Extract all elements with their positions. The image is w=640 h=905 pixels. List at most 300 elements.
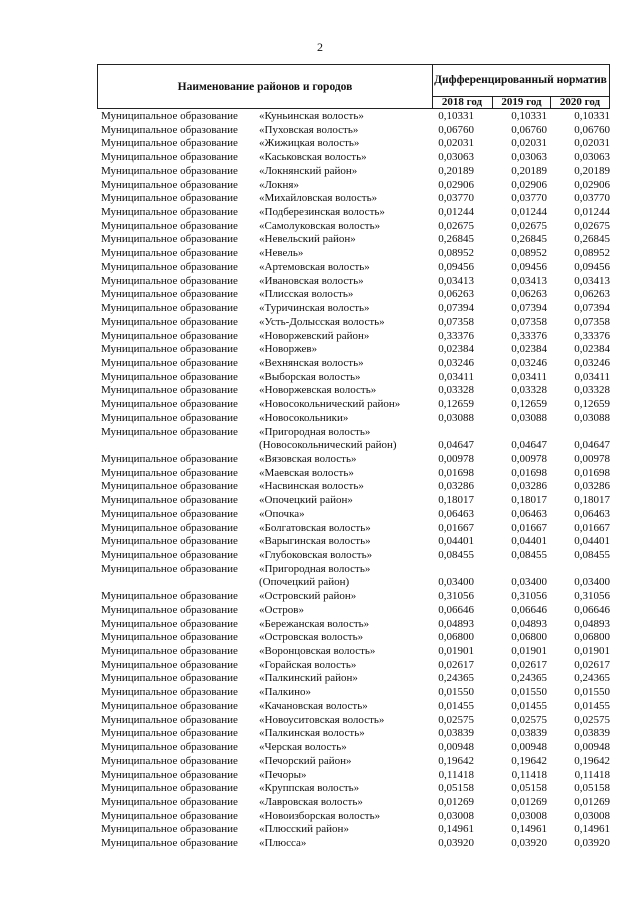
row-prefix: Муниципальное образование: [101, 466, 238, 479]
table-header: [97, 64, 610, 109]
row-name-line: «Куньинская волость»: [259, 110, 364, 122]
row-name-line: «Островский район»: [259, 590, 357, 603]
row-name: [259, 796, 363, 810]
row-value-2018: 0,01698: [438, 466, 474, 479]
row-name: [259, 233, 356, 247]
row-value-2019: 0,06760: [511, 123, 547, 136]
row-value-2020: 0,03920: [574, 837, 610, 850]
header-year-2020: 2020 год: [559, 96, 601, 108]
row-value-2019: 0,02031: [511, 137, 547, 150]
row-value-2020: 0,03246: [574, 356, 610, 369]
row-prefix: Муниципальное образование: [101, 713, 238, 726]
row-name-line: «Новоржев»: [259, 343, 318, 356]
row-value-2019: 0,04893: [511, 617, 547, 630]
row-name-line: «Невельский район»: [259, 233, 356, 246]
header-normative-column: Дифференцированный норматив: [432, 65, 609, 97]
table-row: [0, 357, 640, 371]
row-value-2020: 0,03770: [574, 192, 610, 205]
row-prefix: Муниципальное образование: [101, 603, 238, 616]
table-row: [0, 480, 640, 494]
row-value-2018: 0,06800: [438, 631, 474, 644]
table-row: [0, 165, 640, 179]
table-row: [0, 782, 640, 796]
header-name-column: Наименование районов и городов: [98, 65, 433, 108]
row-prefix: Муниципальное образование: [101, 110, 238, 122]
row-value-2020: 0,20189: [574, 164, 610, 177]
row-name-line: «Печорский район»: [259, 754, 352, 767]
row-prefix: Муниципальное образование: [101, 549, 238, 561]
row-value-2018: 0,03246: [438, 356, 474, 369]
row-prefix: Муниципальное образование: [101, 672, 238, 685]
table-row: [0, 343, 640, 357]
row-value-2020: 0,06463: [574, 507, 610, 520]
row-value-2018: 0,20189: [438, 164, 474, 177]
row-value-2019: 0,03246: [511, 356, 547, 369]
row-name: [259, 769, 306, 783]
row-name: [259, 494, 353, 508]
row-value-2018: 0,03413: [438, 274, 474, 287]
row-name: [259, 645, 375, 659]
row-name-line: «Качановская волость»: [259, 699, 368, 712]
row-prefix: Муниципальное образование: [101, 782, 238, 795]
table-row: [0, 124, 640, 138]
row-name-line: «Новосокольнический район»: [259, 398, 401, 411]
row-value-2020: 0,01901: [574, 645, 610, 658]
row-value-2018: 0,31056: [438, 590, 474, 603]
row-prefix: Муниципальное образование: [101, 837, 238, 850]
row-value-2019: 0,03839: [511, 727, 547, 740]
row-prefix: Муниципальное образование: [101, 741, 238, 754]
row-name-line: «Круппская волость»: [259, 782, 360, 795]
table-row: [0, 316, 640, 330]
row-prefix: Муниципальное образование: [101, 699, 238, 712]
row-prefix: Муниципальное образование: [101, 411, 238, 424]
row-name: [259, 672, 358, 686]
row-value-2018: 0,04647: [438, 439, 474, 452]
row-value-2018: 0,19642: [438, 754, 474, 767]
row-prefix: Муниципальное образование: [101, 178, 238, 191]
row-name: [259, 110, 364, 124]
table-row: [0, 330, 640, 344]
row-name-line: «Новоржевская волость»: [259, 384, 377, 397]
row-name: [259, 590, 356, 604]
row-value-2019: 0,02675: [511, 219, 547, 232]
table-row: [0, 412, 640, 426]
row-value-2020: 0,24365: [574, 672, 610, 685]
table-row: [0, 220, 640, 234]
row-prefix: Муниципальное образование: [101, 329, 238, 342]
row-name: [259, 522, 371, 536]
row-value-2019: 0,03770: [511, 192, 547, 205]
row-name-line: «Невель»: [259, 247, 304, 260]
row-value-2019: 0,02384: [511, 343, 547, 356]
row-value-2020: 0,01667: [574, 521, 610, 534]
table-row: [0, 618, 640, 632]
row-name-line: «Новоуситовская волость»: [259, 713, 385, 726]
row-name: [259, 192, 377, 206]
table-row: [0, 467, 640, 481]
row-name: [259, 384, 376, 398]
table-row: [0, 823, 640, 837]
table-row: [0, 233, 640, 247]
row-value-2019: 0,06800: [511, 631, 547, 644]
row-value-2019: 0,03063: [511, 151, 547, 164]
row-value-2019: 0,08455: [511, 549, 547, 561]
row-name: [259, 823, 349, 837]
row-prefix: Муниципальное образование: [101, 123, 238, 136]
row-value-2019: 0,02575: [511, 713, 547, 726]
row-prefix: Муниципальное образование: [101, 219, 238, 232]
table-row: [0, 645, 640, 659]
row-value-2018: 0,01901: [438, 645, 474, 658]
row-value-2018: 0,06463: [438, 507, 474, 520]
row-value-2018: 0,01244: [438, 206, 474, 219]
row-value-2020: 0,02031: [574, 137, 610, 150]
row-prefix: Муниципальное образование: [101, 315, 238, 328]
row-value-2020: 0,03400: [574, 576, 610, 589]
row-name-line: «Островская волость»: [259, 631, 364, 644]
row-name-line: «Пригородная волость»: [259, 425, 371, 438]
row-name: [259, 604, 304, 618]
row-name-line: «Выборская волость»: [259, 370, 361, 383]
row-name-line: «Опочка»: [259, 507, 305, 520]
row-name-line: «Ивановская волость»: [259, 274, 364, 287]
row-value-2020: 0,08455: [574, 549, 610, 561]
row-value-2020: 0,08952: [574, 247, 610, 260]
row-name-line: «Остров»: [259, 603, 304, 616]
row-value-2018: 0,01550: [438, 686, 474, 699]
row-value-2020: 0,03063: [574, 151, 610, 164]
row-value-2018: 0,02617: [438, 658, 474, 671]
table-row: [0, 727, 640, 741]
row-value-2019: 0,07394: [511, 302, 547, 315]
row-value-2018: 0,06760: [438, 123, 474, 136]
row-value-2020: 0,06760: [574, 123, 610, 136]
row-value-2019: 0,04647: [511, 439, 547, 452]
row-prefix: Муниципальное образование: [101, 494, 238, 507]
row-name-line: «Самолуковская волость»: [259, 219, 381, 232]
row-value-2018: 0,07394: [438, 302, 474, 315]
row-value-2020: 0,07358: [574, 315, 610, 328]
row-name-line: «Подберезинская волость»: [259, 206, 385, 219]
table-row: [0, 686, 640, 700]
row-name-line: «Локнянский район»: [259, 164, 358, 177]
row-prefix: Муниципальное образование: [101, 823, 238, 836]
row-value-2018: 0,02384: [438, 343, 474, 356]
row-value-2019: 0,01455: [511, 699, 547, 712]
row-name: [259, 412, 348, 426]
row-value-2020: 0,18017: [574, 494, 610, 507]
row-prefix: Муниципальное образование: [101, 384, 238, 397]
row-prefix: Муниципальное образование: [101, 274, 238, 287]
row-prefix: Муниципальное образование: [101, 137, 238, 150]
table-row: [0, 453, 640, 467]
row-value-2019: 0,26845: [511, 233, 547, 246]
row-value-2020: 0,06800: [574, 631, 610, 644]
row-value-2020: 0,04401: [574, 535, 610, 548]
row-value-2020: 0,03413: [574, 274, 610, 287]
table-row: [0, 110, 640, 124]
row-prefix: Муниципальное образование: [101, 809, 238, 822]
row-value-2018: 0,18017: [438, 494, 474, 507]
row-name-line: «Усть-Долысская волость»: [259, 315, 385, 328]
row-name: [259, 837, 306, 851]
row-value-2018: 0,02906: [438, 178, 474, 191]
row-value-2020: 0,01269: [574, 795, 610, 808]
row-value-2020: 0,19642: [574, 754, 610, 767]
row-name: [259, 727, 365, 741]
table-row: [0, 755, 640, 769]
row-name: [259, 398, 400, 412]
row-value-2018: 0,01269: [438, 795, 474, 808]
row-value-2018: 0,03770: [438, 192, 474, 205]
row-prefix: Муниципальное образование: [101, 370, 238, 383]
row-value-2020: 0,02675: [574, 219, 610, 232]
row-name: [259, 316, 385, 330]
row-value-2019: 0,04401: [511, 535, 547, 548]
row-value-2020: 0,02384: [574, 343, 610, 356]
table-row: [0, 741, 640, 755]
row-value-2020: 0,33376: [574, 329, 610, 342]
row-value-2020: 0,00948: [574, 741, 610, 754]
row-name: [259, 220, 380, 234]
table-row: [0, 371, 640, 385]
row-name: [259, 275, 364, 289]
row-prefix: Муниципальное образование: [101, 521, 238, 534]
row-name-line: «Болгатовская волость»: [259, 521, 371, 534]
row-prefix: Муниципальное образование: [101, 398, 238, 411]
row-value-2018: 0,10331: [438, 110, 474, 122]
row-value-2018: 0,09456: [438, 260, 474, 273]
row-name-line: «Глубоковская волость»: [259, 549, 373, 561]
table-row: [0, 137, 640, 151]
row-value-2020: 0,01455: [574, 699, 610, 712]
row-value-2018: 0,03063: [438, 151, 474, 164]
row-name-line: «Вехнянская волость»: [259, 356, 364, 369]
row-prefix: Муниципальное образование: [101, 356, 238, 369]
header-year-2019: 2019 год: [493, 96, 551, 108]
table-row: [0, 796, 640, 810]
row-value-2020: 0,01244: [574, 206, 610, 219]
row-name: [259, 700, 368, 714]
row-name: [259, 549, 372, 563]
row-value-2018: 0,03400: [438, 576, 474, 589]
row-value-2020: 0,06263: [574, 288, 610, 301]
row-prefix: Муниципальное образование: [101, 452, 238, 465]
row-name: [259, 535, 371, 549]
row-value-2020: 0,02617: [574, 658, 610, 671]
row-value-2018: 0,03920: [438, 837, 474, 850]
row-value-2019: 0,03088: [511, 411, 547, 424]
row-value-2020: 0,09456: [574, 260, 610, 273]
row-value-2019: 0,03413: [511, 274, 547, 287]
row-name-line: «Новоизборская волость»: [259, 809, 381, 822]
row-value-2018: 0,00948: [438, 741, 474, 754]
row-name: [259, 480, 364, 494]
row-prefix: Муниципальное образование: [101, 768, 238, 781]
row-value-2020: 0,12659: [574, 398, 610, 411]
row-value-2019: 0,08952: [511, 247, 547, 260]
row-name: [259, 371, 361, 385]
row-name: [259, 124, 358, 138]
row-prefix: Муниципальное образование: [101, 795, 238, 808]
row-name-line: «Палкинский район»: [259, 672, 358, 685]
row-value-2020: 0,14961: [574, 823, 610, 836]
row-value-2018: 0,03286: [438, 480, 474, 493]
row-value-2019: 0,09456: [511, 260, 547, 273]
row-name-line: «Каськовская волость»: [259, 151, 367, 164]
row-value-2020: 0,02906: [574, 178, 610, 191]
row-value-2020: 0,04893: [574, 617, 610, 630]
row-value-2018: 0,26845: [438, 233, 474, 246]
table-row: [0, 549, 640, 563]
row-value-2018: 0,06263: [438, 288, 474, 301]
table-row: [0, 247, 640, 261]
row-value-2020: 0,01698: [574, 466, 610, 479]
table-row: [0, 206, 640, 220]
row-name-line: «Печоры»: [259, 768, 307, 781]
row-name-line: «Плюсса»: [259, 837, 307, 850]
page-number: 2: [317, 40, 323, 54]
row-value-2019: 0,01550: [511, 686, 547, 699]
table-row: [0, 659, 640, 673]
row-value-2019: 0,03920: [511, 837, 547, 850]
row-name-line: «Маевская волость»: [259, 466, 354, 479]
row-value-2018: 0,24365: [438, 672, 474, 685]
row-name: [259, 467, 354, 481]
row-value-2020: 0,10331: [574, 110, 610, 122]
row-value-2019: 0,01901: [511, 645, 547, 658]
row-name-line: «Палкинская волость»: [259, 727, 365, 740]
row-value-2019: 0,20189: [511, 164, 547, 177]
table-row: [0, 151, 640, 165]
row-prefix: Муниципальное образование: [101, 562, 238, 575]
row-value-2019: 0,01667: [511, 521, 547, 534]
row-prefix: Муниципальное образование: [101, 260, 238, 273]
table-row: [0, 275, 640, 289]
row-prefix: Муниципальное образование: [101, 590, 238, 603]
row-value-2020: 0,11418: [574, 768, 610, 781]
row-name-line-2: (Опочецкий район): [259, 576, 350, 589]
row-value-2019: 0,07358: [511, 315, 547, 328]
row-value-2019: 0,01269: [511, 795, 547, 808]
header-year-2018: 2018 год: [432, 96, 493, 108]
row-value-2019: 0,33376: [511, 329, 547, 342]
row-value-2020: 0,06646: [574, 603, 610, 616]
row-prefix: Муниципальное образование: [101, 343, 238, 356]
table-row: [0, 179, 640, 193]
row-prefix: Муниципальное образование: [101, 645, 238, 658]
row-name-line: «Пригородная волость»: [259, 562, 371, 575]
row-value-2020: 0,03411: [574, 370, 610, 383]
row-prefix: Муниципальное образование: [101, 480, 238, 493]
row-prefix: Муниципальное образование: [101, 233, 238, 246]
row-value-2019: 0,02617: [511, 658, 547, 671]
row-value-2019: 0,03328: [511, 384, 547, 397]
row-name-line: «Михайловская волость»: [259, 192, 378, 205]
row-value-2019: 0,10331: [511, 110, 547, 122]
row-name: [259, 755, 352, 769]
row-name: [259, 137, 359, 151]
table-row: [0, 714, 640, 728]
row-value-2019: 0,18017: [511, 494, 547, 507]
row-name-line: «Артемовская волость»: [259, 260, 370, 273]
row-value-2018: 0,03088: [438, 411, 474, 424]
row-value-2018: 0,01667: [438, 521, 474, 534]
row-name: [259, 426, 397, 453]
row-value-2019: 0,06646: [511, 603, 547, 616]
row-value-2020: 0,02575: [574, 713, 610, 726]
table-row: [0, 261, 640, 275]
row-value-2019: 0,01244: [511, 206, 547, 219]
table-row: [0, 769, 640, 783]
row-name-line: «Опочецкий район»: [259, 494, 353, 507]
row-value-2020: 0,31056: [574, 590, 610, 603]
table-row: [0, 590, 640, 604]
table-row: [0, 522, 640, 536]
row-name: [259, 247, 303, 261]
row-name-line: «Туричинская волость»: [259, 302, 370, 315]
row-value-2020: 0,04647: [574, 439, 610, 452]
row-value-2018: 0,08455: [438, 549, 474, 561]
row-name: [259, 165, 357, 179]
row-value-2018: 0,02575: [438, 713, 474, 726]
row-value-2018: 0,03008: [438, 809, 474, 822]
row-value-2019: 0,00948: [511, 741, 547, 754]
row-value-2019: 0,03411: [511, 370, 547, 383]
row-name: [259, 782, 359, 796]
table-row: [0, 288, 640, 302]
row-prefix: Муниципальное образование: [101, 288, 238, 301]
table-row: [0, 810, 640, 824]
row-name-line: «Воронцовская волость»: [259, 645, 376, 658]
row-prefix: Муниципальное образование: [101, 247, 238, 260]
row-value-2019: 0,19642: [511, 754, 547, 767]
table-row: [0, 563, 640, 590]
row-name: [259, 261, 370, 275]
table-row: [0, 398, 640, 412]
row-name-line-2: (Новосокольнический район): [259, 439, 397, 452]
row-name: [259, 631, 363, 645]
table-row: [0, 508, 640, 522]
row-value-2020: 0,03088: [574, 411, 610, 424]
row-prefix: Муниципальное образование: [101, 727, 238, 740]
row-name-line: «Насвинская волость»: [259, 480, 364, 493]
table-row: [0, 631, 640, 645]
row-name: [259, 508, 305, 522]
row-name-line: «Горайская волость»: [259, 658, 357, 671]
row-prefix: Муниципальное образование: [101, 686, 238, 699]
row-prefix: Муниципальное образование: [101, 658, 238, 671]
row-value-2019: 0,02906: [511, 178, 547, 191]
table-row: [0, 672, 640, 686]
row-value-2018: 0,33376: [438, 329, 474, 342]
row-value-2018: 0,05158: [438, 782, 474, 795]
row-value-2020: 0,03839: [574, 727, 610, 740]
row-prefix: Муниципальное образование: [101, 425, 238, 438]
row-value-2018: 0,02675: [438, 219, 474, 232]
row-name: [259, 288, 353, 302]
row-value-2018: 0,11418: [438, 768, 474, 781]
row-prefix: Муниципальное образование: [101, 151, 238, 164]
row-value-2019: 0,31056: [511, 590, 547, 603]
table-row: [0, 535, 640, 549]
row-value-2018: 0,03328: [438, 384, 474, 397]
row-name: [259, 179, 299, 193]
row-name-line: «Плюсский район»: [259, 823, 349, 836]
row-value-2019: 0,06463: [511, 507, 547, 520]
table-body: [0, 110, 640, 851]
